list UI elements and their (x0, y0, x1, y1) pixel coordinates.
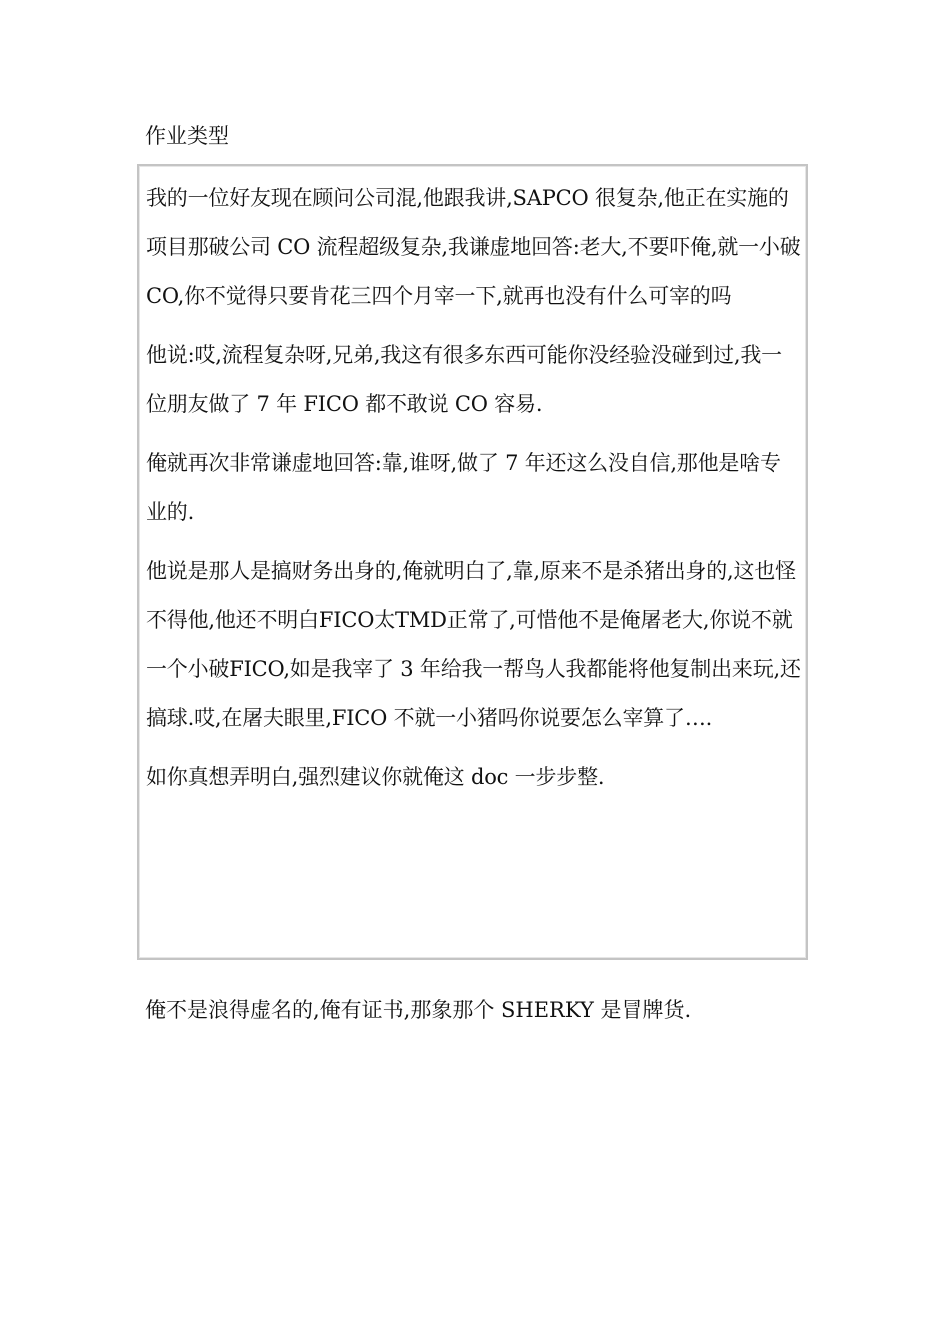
closing-paragraph: 俺不是浪得虚名的,俺有证书,那象那个 SHERKY 是冒牌货. (145, 998, 692, 1022)
page-heading: 作业类型 (145, 124, 229, 148)
box-paragraph-3: 俺就再次非常谦虚地回答:靠,谁呀,做了 7 年还这么没自信,那他是啥专业的. (146, 451, 781, 524)
box-paragraph-5: 如你真想弄明白,强烈建议你就俺这 doc 一步步整. (146, 765, 605, 789)
quoted-text-box (137, 164, 808, 960)
box-paragraph-2: 他说:哎,流程复杂呀,兄弟,我这有很多东西可能你没经验没碰到过,我一位朋友做了 7 年 FICO 都不敢说 CO 容易. (146, 343, 782, 416)
box-paragraph-4: 他说是那人是搞财务出身的,俺就明白了,靠,原来不是杀猪出身的,这也怪不得他,他还不明白FICO太TMD正常了,可惜他不是俺屠老大,你说不就一个小破FICO,如是我宰了 3 年给我一帮鸟人我都能将他复制出来玩,还搞球.哎,在屠夫眼里,FICO 不就一小猪吗你说要怎么宰算了…. (146, 559, 801, 730)
box-paragraph-1: 我的一位好友现在顾问公司混,他跟我讲,SAPCO 很复杂,他正在实施的项目那破公司 CO 流程超级复杂,我谦虚地回答:老大,不要吓俺,就一小破 CO,你不觉得只要肯花三四个月宰一下,就再也没有什么可宰的吗 (146, 186, 801, 308)
